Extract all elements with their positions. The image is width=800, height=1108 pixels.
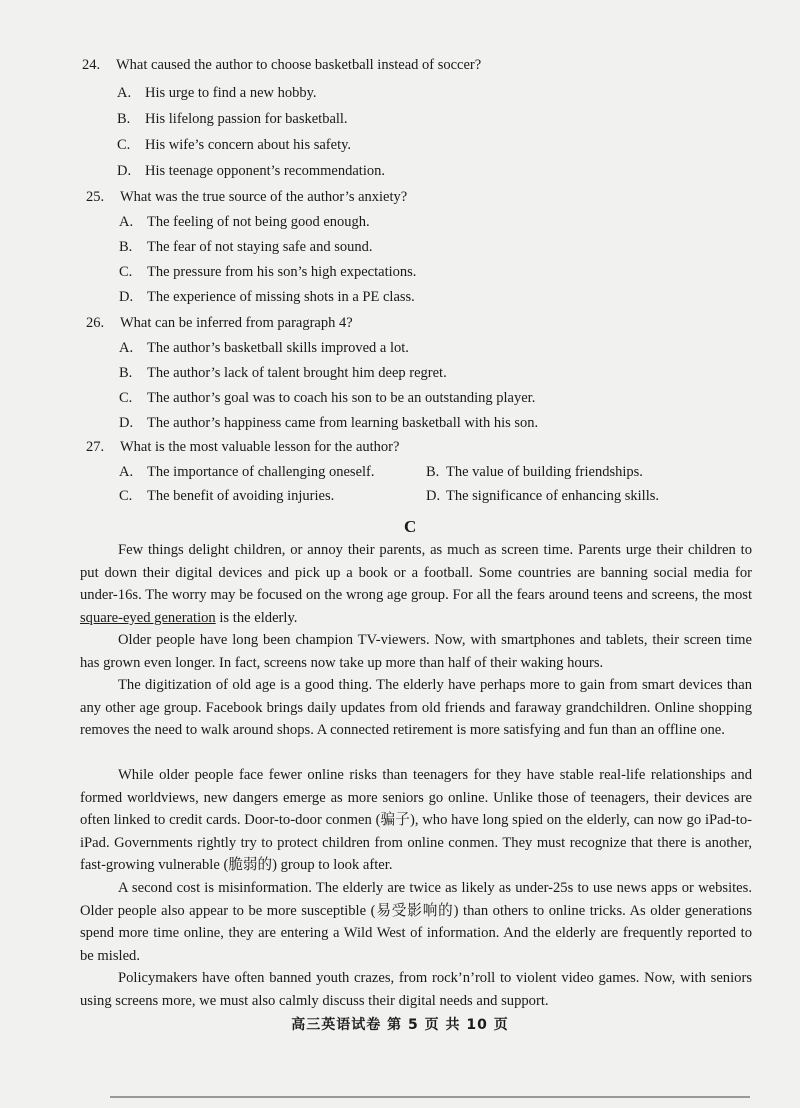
question-number: 24. bbox=[82, 57, 101, 73]
option-text: The benefit of avoiding injuries. bbox=[147, 488, 335, 504]
option-24a bbox=[117, 85, 317, 102]
option-letter: D. bbox=[119, 415, 134, 431]
option-letter: C. bbox=[117, 137, 131, 153]
option-text: The author’s goal was to coach his son to be an outstanding player. bbox=[147, 390, 536, 406]
bottom-divider bbox=[110, 1096, 750, 1098]
question-stem: What can be inferred from paragraph 4? bbox=[120, 315, 353, 331]
option-25a bbox=[119, 214, 370, 231]
question-stem: What caused the author to choose basketball instead of soccer? bbox=[116, 57, 482, 73]
option-25c bbox=[119, 264, 416, 281]
option-letter: B. bbox=[117, 111, 131, 127]
question-stem: What was the true source of the author’s anxiety? bbox=[120, 189, 408, 205]
option-text: The feeling of not being good enough. bbox=[147, 214, 370, 230]
question-24 bbox=[82, 57, 481, 74]
option-text: The value of building friendships. bbox=[446, 464, 643, 480]
question-number: 26. bbox=[86, 315, 105, 331]
question-26 bbox=[86, 315, 353, 332]
option-24d bbox=[117, 163, 385, 180]
option-letter: D. bbox=[117, 163, 132, 179]
paragraph-text: is the elderly. bbox=[215, 609, 298, 626]
option-text: The author’s basketball skills improved a lot. bbox=[147, 340, 409, 356]
option-27a bbox=[119, 464, 374, 481]
option-text: His teenage opponent’s recommendation. bbox=[145, 163, 385, 179]
option-24b bbox=[117, 111, 348, 128]
option-letter: B. bbox=[119, 239, 133, 255]
paragraph-2: Older people have long been champion TV-viewers. Now, with smartphones and tablets, their screen time has grown even longer. In fact, screens now take up more than half of their waking hours. bbox=[80, 632, 752, 671]
option-text: His lifelong passion for basketball. bbox=[145, 111, 348, 127]
option-25d bbox=[119, 289, 415, 306]
question-27 bbox=[86, 439, 399, 456]
option-letter: A. bbox=[119, 340, 134, 356]
option-letter: C. bbox=[119, 488, 133, 504]
question-number: 27. bbox=[86, 439, 105, 455]
option-26d bbox=[119, 415, 538, 432]
paragraph-text: Few things delight children, or annoy their parents, as much as screen time. Parents urge their children to put down their digital devices and pick up a book or a football. Some countries are banning social media for under-16s. The worry may be focused on the wrong age group. For all the fears around teens and screens, the most bbox=[80, 542, 752, 604]
option-24c bbox=[117, 137, 351, 154]
option-27c bbox=[119, 488, 334, 505]
option-letter: C. bbox=[119, 390, 133, 406]
option-text: His wife’s concern about his safety. bbox=[145, 137, 352, 153]
option-letter: B. bbox=[119, 365, 133, 381]
option-26b bbox=[119, 365, 447, 382]
option-letter: D. bbox=[119, 289, 134, 305]
question-stem: What is the most valuable lesson for the author? bbox=[120, 439, 400, 455]
option-text: The author’s lack of talent brought him deep regret. bbox=[147, 365, 447, 381]
option-text: The pressure from his son’s high expectations. bbox=[147, 264, 417, 280]
page-footer: 高三英语试卷 第 5 页 共 10 页 bbox=[291, 1017, 509, 1033]
option-text: The fear of not staying safe and sound. bbox=[147, 239, 373, 255]
question-25 bbox=[86, 189, 407, 206]
option-letter: C. bbox=[119, 264, 133, 280]
paragraph-5: A second cost is misinformation. The elderly are twice as likely as under-25s to use news apps or websites. Older people also appear to be more susceptible (易受影响的) than others to online tricks. As older generations spend more time online, they are entering a Wild West of information. And the elderly are frequently reported to be misled. bbox=[80, 880, 752, 964]
option-26a bbox=[119, 340, 409, 357]
paragraph-4: While older people face fewer online risks than teenagers for they have stable real-life relationships and formed worldviews, new dangers emerge as more seniors go online. Unlike those of teenagers, their devices are often linked to credit cards. Door-to-door conmen (骗子), who have long spied on the elderly, can now go iPad-to-iPad. Governments rightly try to protect children from online conmen. They must recognize that there is another, fast-growing vulnerable (脆弱的) group to look after. bbox=[80, 767, 752, 874]
option-text: The significance of enhancing skills. bbox=[446, 488, 660, 504]
option-letter: A. bbox=[119, 214, 134, 230]
option-text: The author’s happiness came from learning basketball with his son. bbox=[147, 415, 539, 431]
option-27d bbox=[426, 488, 659, 505]
option-text: The experience of missing shots in a PE class. bbox=[147, 289, 415, 305]
option-text: His urge to find a new hobby. bbox=[145, 85, 317, 101]
option-letter: A. bbox=[117, 85, 132, 101]
option-letter: B. bbox=[426, 464, 440, 480]
option-27b bbox=[426, 464, 643, 481]
paragraph-6: Policymakers have often banned youth crazes, from rock’n’roll to violent video games. Now, with seniors using screens more, we must also calmly discuss their digital needs and support. bbox=[80, 970, 752, 1009]
paragraph-1 bbox=[80, 539, 752, 629]
paragraph-3: The digitization of old age is a good thing. The elderly have perhaps more to gain from smart devices than any other age group. Facebook brings daily updates from old friends and faraway grandchildren. Online shopping removes the need to walk around shops. A connected retirement is more satisfying and fun than an offline one. bbox=[80, 677, 752, 739]
option-25b bbox=[119, 239, 373, 256]
underlined-phrase: square-eyed generation bbox=[80, 609, 216, 626]
question-number: 25. bbox=[86, 189, 105, 205]
section-heading: C bbox=[404, 517, 417, 536]
option-text: The importance of challenging oneself. bbox=[147, 464, 375, 480]
option-letter: D. bbox=[426, 488, 441, 504]
option-letter: A. bbox=[119, 464, 134, 480]
option-26c bbox=[119, 390, 535, 407]
